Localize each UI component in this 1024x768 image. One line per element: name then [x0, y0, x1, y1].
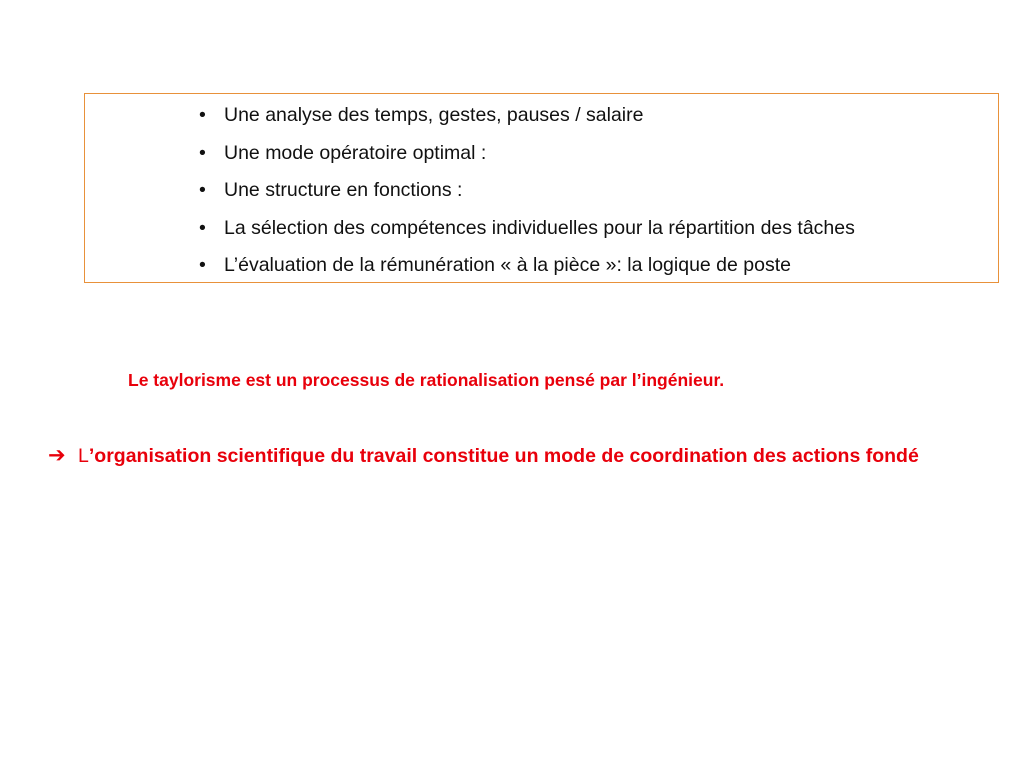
list-item-text: La sélection des compétences individuelles pour la répartition des tâches: [224, 216, 855, 239]
conclusion-body: ’organisation scientifique du travail constitue un mode de coordination des actions fondé: [88, 445, 919, 467]
bullet-dot: •: [199, 254, 206, 276]
list-item-text: Une structure en fonctions :: [224, 179, 463, 201]
bullet-list: [197, 100, 855, 288]
arrow-right-icon: ➔: [48, 444, 66, 467]
list-item: [197, 250, 855, 288]
bullet-dot: •: [199, 216, 206, 239]
list-item-text: L’évaluation de la rémunération « à la pièce »: la logique de poste: [224, 254, 791, 276]
bullet-box: [84, 93, 999, 283]
taylorism-statement: Le taylorisme est un processus de rationalisation pensé par l’ingénieur.: [128, 370, 725, 390]
list-item: [197, 213, 855, 251]
bullet-dot: •: [199, 179, 206, 201]
list-item: [197, 175, 855, 213]
conclusion-block: [48, 441, 1000, 480]
conclusion-text: [78, 432, 1000, 480]
list-item-text: Une analyse des temps, gestes, pauses / salaire: [224, 104, 644, 126]
conclusion-lead-letter: L: [78, 445, 89, 467]
bullet-dot: •: [199, 104, 206, 126]
list-item: [197, 100, 855, 138]
list-item-text: Une mode opératoire optimal :: [224, 141, 487, 164]
list-item: [197, 138, 855, 176]
bullet-dot: •: [199, 141, 206, 164]
